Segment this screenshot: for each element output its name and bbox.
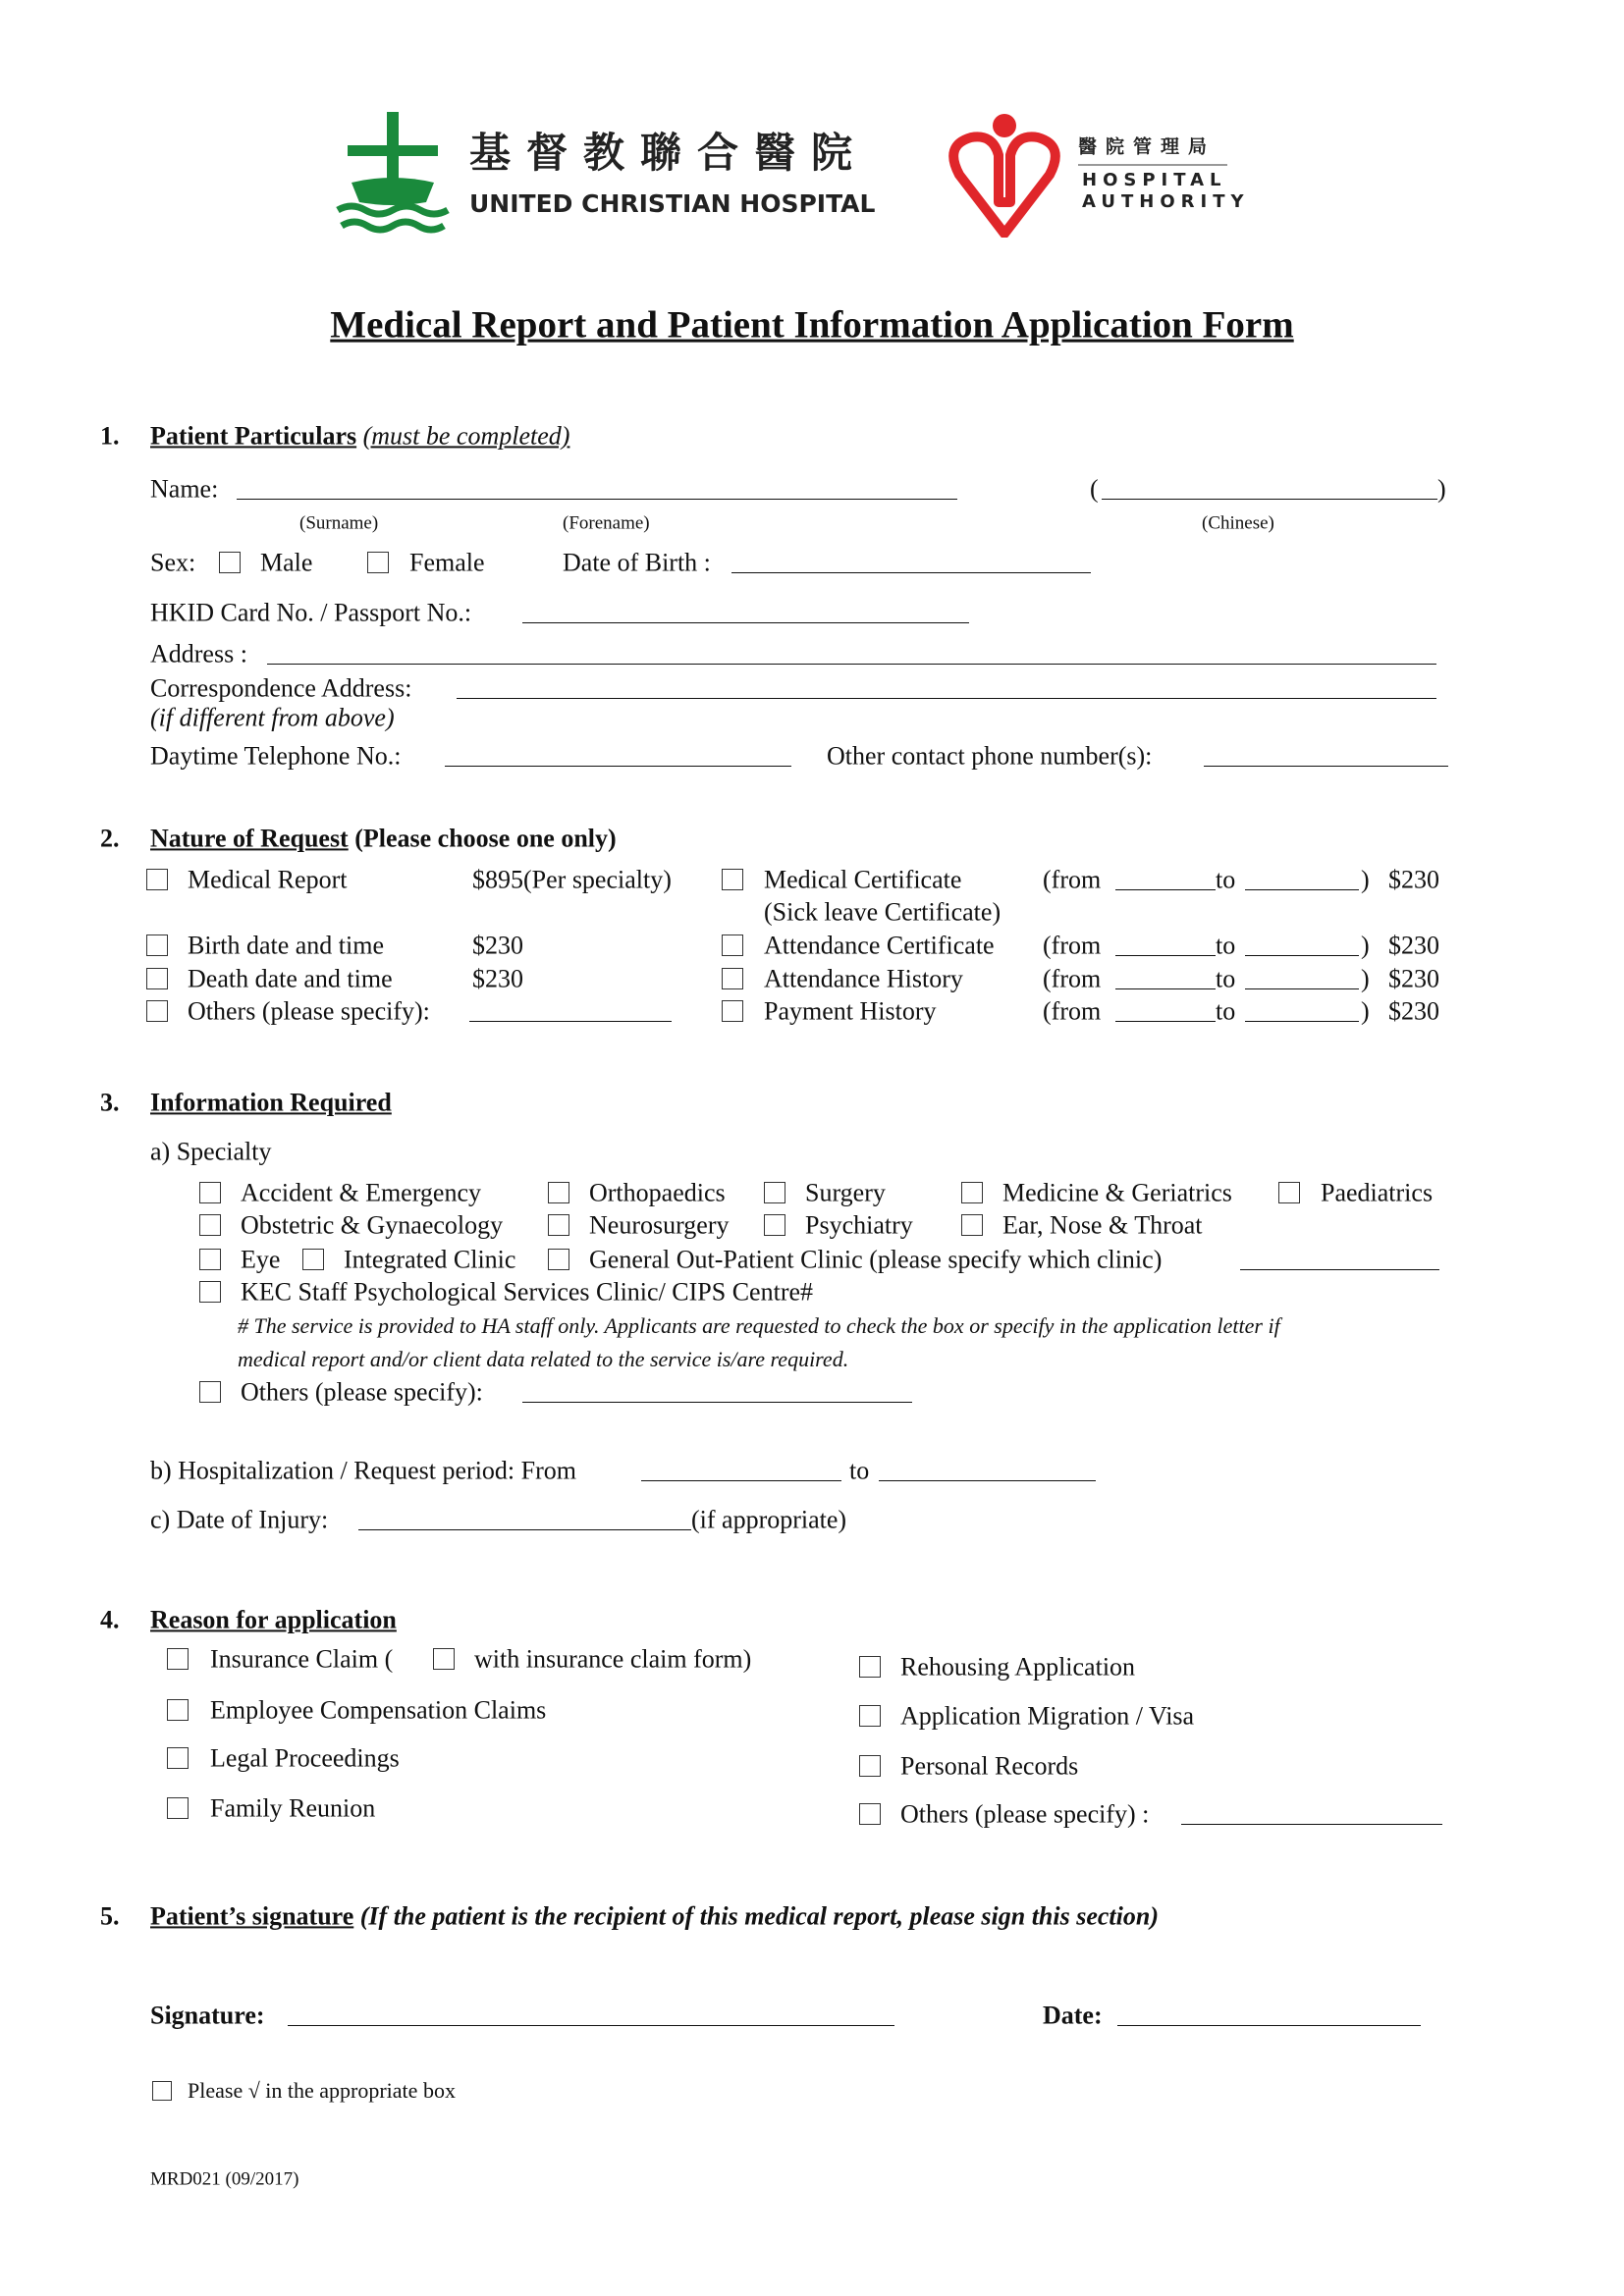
others-specialty-checkbox[interactable] bbox=[199, 1381, 221, 1403]
close-paren: ) bbox=[1361, 931, 1370, 960]
uch-logo-english: UNITED CHRISTIAN HOSPITAL bbox=[469, 189, 876, 218]
to-label: to bbox=[1216, 931, 1236, 960]
specialty-gopc: General Out-Patient Clinic (please specify which clinic) bbox=[589, 1245, 1163, 1274]
tick-example-checkbox bbox=[152, 2081, 172, 2101]
to-label: to bbox=[1216, 865, 1236, 894]
reason-insurance: Insurance Claim ( bbox=[210, 1644, 394, 1674]
male-label: Male bbox=[260, 548, 313, 577]
hospitalization-label: b) Hospitalization / Request period: From bbox=[150, 1456, 576, 1485]
signature-field[interactable] bbox=[288, 2025, 894, 2026]
gopc-clinic-field[interactable] bbox=[1240, 1269, 1439, 1270]
specialty-obstetric: Obstetric & Gynaecology bbox=[241, 1210, 504, 1240]
reason-employee: Employee Compensation Claims bbox=[210, 1695, 547, 1725]
dob-field[interactable] bbox=[731, 572, 1091, 573]
to-field[interactable] bbox=[1245, 955, 1359, 956]
injury-date-note: (if appropriate) bbox=[691, 1505, 847, 1534]
close-paren: ) bbox=[1361, 996, 1370, 1026]
request-label: Death date and time bbox=[188, 964, 393, 993]
specialty-neurosurgery: Neurosurgery bbox=[589, 1210, 730, 1240]
uch-logo-chinese: 基督教聯合醫院 bbox=[469, 128, 869, 177]
from-field[interactable] bbox=[1115, 955, 1216, 956]
female-checkbox[interactable] bbox=[367, 552, 389, 573]
from-field[interactable] bbox=[1115, 1021, 1216, 1022]
to-field[interactable] bbox=[1245, 988, 1359, 989]
request-price: $230 bbox=[1388, 931, 1439, 960]
other-phone-field[interactable] bbox=[1204, 766, 1448, 767]
ha-logo-chinese: 醫院管理局 bbox=[1078, 135, 1217, 158]
attendance-certificate-checkbox[interactable] bbox=[722, 934, 743, 956]
period-to-label: to bbox=[849, 1456, 870, 1485]
corr-address-field[interactable] bbox=[457, 698, 1436, 699]
others-reason-field[interactable] bbox=[1181, 1824, 1442, 1825]
paediatrics-checkbox[interactable] bbox=[1278, 1182, 1300, 1203]
reason-migration: Application Migration / Visa bbox=[900, 1701, 1195, 1731]
others-request-checkbox[interactable] bbox=[146, 1000, 168, 1022]
migration-checkbox[interactable] bbox=[859, 1705, 881, 1727]
section-5-note: (If the patient is the recipient of this medical report, please sign this section) bbox=[359, 1901, 1159, 1931]
insurance-claim-checkbox[interactable] bbox=[167, 1648, 189, 1670]
injury-date-field[interactable] bbox=[358, 1529, 691, 1530]
specialty-ent: Ear, Nose & Throat bbox=[1002, 1210, 1203, 1240]
specialty-kec: KEC Staff Psychological Services Clinic/ CIPS Centre# bbox=[241, 1277, 814, 1307]
request-label: Attendance History bbox=[764, 964, 963, 993]
reason-personal: Personal Records bbox=[900, 1751, 1079, 1781]
specialty-others: Others (please specify): bbox=[241, 1377, 483, 1407]
to-label: to bbox=[1216, 996, 1236, 1026]
form-code: MRD021 (09/2017) bbox=[150, 2168, 299, 2190]
address-field[interactable] bbox=[267, 664, 1436, 665]
from-field[interactable] bbox=[1115, 988, 1216, 989]
integrated-clinic-checkbox[interactable] bbox=[302, 1249, 324, 1270]
specialty-eye: Eye bbox=[241, 1245, 281, 1274]
uch-cross-boat-icon bbox=[334, 112, 454, 236]
request-sublabel: (Sick leave Certificate) bbox=[764, 897, 1001, 927]
date-field[interactable] bbox=[1117, 2025, 1421, 2026]
request-label: Attendance Certificate bbox=[764, 931, 995, 960]
ha-logo-hospital: HOSPITAL bbox=[1082, 170, 1227, 191]
psychiatry-checkbox[interactable] bbox=[764, 1214, 785, 1236]
to-label: to bbox=[1216, 964, 1236, 993]
employee-comp-checkbox[interactable] bbox=[167, 1699, 189, 1721]
injury-date-label: c) Date of Injury: bbox=[150, 1505, 329, 1534]
reason-insurance-form: with insurance claim form) bbox=[474, 1644, 752, 1674]
birth-date-checkbox[interactable] bbox=[146, 934, 168, 956]
from-label: (from bbox=[1043, 964, 1102, 993]
medical-report-checkbox[interactable] bbox=[146, 869, 168, 890]
name-field[interactable] bbox=[237, 499, 957, 500]
footnote-line-2: medical report and/or client data related to the service is/are required. bbox=[238, 1346, 849, 1371]
address-label: Address : bbox=[150, 639, 247, 668]
ortho-checkbox[interactable] bbox=[548, 1182, 569, 1203]
surgery-checkbox[interactable] bbox=[764, 1182, 785, 1203]
specialty-ae: Accident & Emergency bbox=[241, 1178, 481, 1207]
hkid-field[interactable] bbox=[522, 622, 969, 623]
ha-logo-divider bbox=[1078, 164, 1227, 166]
section-4-number: 4. bbox=[100, 1605, 120, 1634]
specialty-psychiatry: Psychiatry bbox=[805, 1210, 913, 1240]
chinese-name-close: ) bbox=[1437, 474, 1446, 504]
section-1-note: (must be completed) bbox=[362, 421, 570, 451]
hkid-label: HKID Card No. / Passport No.: bbox=[150, 598, 472, 627]
specialty-paediatrics: Paediatrics bbox=[1321, 1178, 1434, 1207]
section-1-title: Patient Particulars bbox=[150, 421, 357, 451]
gopc-checkbox[interactable] bbox=[548, 1249, 569, 1270]
section-1-heading bbox=[150, 420, 569, 451]
female-label: Female bbox=[409, 548, 485, 577]
specialty-integrated: Integrated Clinic bbox=[344, 1245, 516, 1274]
obstetric-checkbox[interactable] bbox=[199, 1214, 221, 1236]
ent-checkbox[interactable] bbox=[961, 1214, 983, 1236]
section-5-title: Patient’s signature bbox=[150, 1901, 354, 1931]
section-2-number: 2. bbox=[100, 824, 120, 853]
request-label: Payment History bbox=[764, 996, 937, 1026]
legal-checkbox[interactable] bbox=[167, 1747, 189, 1769]
tick-instruction: Please √ in the appropriate box bbox=[188, 2077, 456, 2103]
signature-label: Signature: bbox=[150, 2001, 265, 2030]
other-phone-label: Other contact phone number(s): bbox=[827, 741, 1153, 771]
eye-checkbox[interactable] bbox=[199, 1249, 221, 1270]
request-label: Birth date and time bbox=[188, 931, 385, 960]
chinese-name-open: ( bbox=[1090, 474, 1099, 504]
section-5-heading bbox=[150, 1900, 1159, 1931]
section-5-number: 5. bbox=[100, 1901, 120, 1931]
from-label: (from bbox=[1043, 996, 1102, 1026]
name-label: Name: bbox=[150, 474, 219, 504]
family-reunion-checkbox[interactable] bbox=[167, 1797, 189, 1819]
medicine-checkbox[interactable] bbox=[961, 1182, 983, 1203]
period-to-field[interactable] bbox=[879, 1480, 1096, 1481]
page-title: Medical Report and Patient Information Application Form bbox=[330, 303, 1294, 347]
sex-label: Sex: bbox=[150, 548, 196, 577]
period-from-field[interactable] bbox=[641, 1480, 841, 1481]
specialty-label: a) Specialty bbox=[150, 1137, 272, 1166]
death-date-checkbox[interactable] bbox=[146, 968, 168, 989]
reason-rehousing: Rehousing Application bbox=[900, 1652, 1136, 1682]
specialty-medicine: Medicine & Geriatrics bbox=[1002, 1178, 1232, 1207]
surname-caption: (Surname) bbox=[299, 512, 379, 534]
section-3-title: Information Required bbox=[150, 1088, 392, 1117]
insurance-form-checkbox[interactable] bbox=[433, 1648, 455, 1670]
request-price: $230 bbox=[1388, 865, 1439, 894]
from-label: (from bbox=[1043, 865, 1102, 894]
corr-address-note: (if different from above) bbox=[150, 703, 395, 732]
section-2-heading bbox=[150, 823, 617, 853]
request-price: $895(Per specialty) bbox=[472, 865, 672, 894]
daytime-phone-field[interactable] bbox=[445, 766, 791, 767]
close-paren: ) bbox=[1361, 964, 1370, 993]
others-reason-checkbox[interactable] bbox=[859, 1803, 881, 1825]
close-paren: ) bbox=[1361, 865, 1370, 894]
request-price: $230 bbox=[1388, 964, 1439, 993]
personal-records-checkbox[interactable] bbox=[859, 1755, 881, 1777]
ha-heart-icon bbox=[947, 112, 1061, 238]
others-request-field[interactable] bbox=[469, 1021, 672, 1022]
reason-others: Others (please specify) : bbox=[900, 1799, 1150, 1829]
daytime-phone-label: Daytime Telephone No.: bbox=[150, 741, 402, 771]
request-price: $230 bbox=[472, 964, 523, 993]
male-checkbox[interactable] bbox=[219, 552, 241, 573]
request-label: Medical Certificate bbox=[764, 865, 962, 894]
reason-family: Family Reunion bbox=[210, 1793, 376, 1823]
to-field[interactable] bbox=[1245, 1021, 1359, 1022]
request-price: $230 bbox=[472, 931, 523, 960]
from-field[interactable] bbox=[1115, 889, 1216, 890]
neurosurgery-checkbox[interactable] bbox=[548, 1214, 569, 1236]
request-price: $230 bbox=[1388, 996, 1439, 1026]
chinese-name-field[interactable] bbox=[1102, 499, 1437, 500]
request-label: Medical Report bbox=[188, 865, 348, 894]
request-label: Others (please specify): bbox=[188, 996, 430, 1026]
specialty-ortho: Orthopaedics bbox=[589, 1178, 726, 1207]
section-1-number: 1. bbox=[100, 421, 120, 451]
section-3-number: 3. bbox=[100, 1088, 120, 1117]
payment-history-checkbox[interactable] bbox=[722, 1000, 743, 1022]
others-specialty-field[interactable] bbox=[522, 1402, 912, 1403]
chinese-caption: (Chinese) bbox=[1202, 512, 1274, 534]
section-4-title: Reason for application bbox=[150, 1605, 397, 1634]
dob-label: Date of Birth : bbox=[563, 548, 711, 577]
to-field[interactable] bbox=[1245, 889, 1359, 890]
reason-legal: Legal Proceedings bbox=[210, 1743, 400, 1773]
from-label: (from bbox=[1043, 931, 1102, 960]
corr-address-label: Correspondence Address: bbox=[150, 673, 412, 703]
attendance-history-checkbox[interactable] bbox=[722, 968, 743, 989]
kec-checkbox[interactable] bbox=[199, 1281, 221, 1303]
rehousing-checkbox[interactable] bbox=[859, 1656, 881, 1678]
date-label: Date: bbox=[1043, 2001, 1103, 2030]
specialty-surgery: Surgery bbox=[805, 1178, 886, 1207]
ae-checkbox[interactable] bbox=[199, 1182, 221, 1203]
section-2-title: Nature of Request bbox=[150, 824, 349, 853]
forename-caption: (Forename) bbox=[563, 512, 650, 534]
ha-logo-authority: AUTHORITY bbox=[1082, 191, 1250, 213]
footnote-line-1: # The service is provided to HA staff only. Applicants are requested to check the box or specify in the application letter if bbox=[238, 1312, 1280, 1338]
medical-certificate-checkbox[interactable] bbox=[722, 869, 743, 890]
section-2-note: (Please choose one only) bbox=[354, 824, 617, 853]
